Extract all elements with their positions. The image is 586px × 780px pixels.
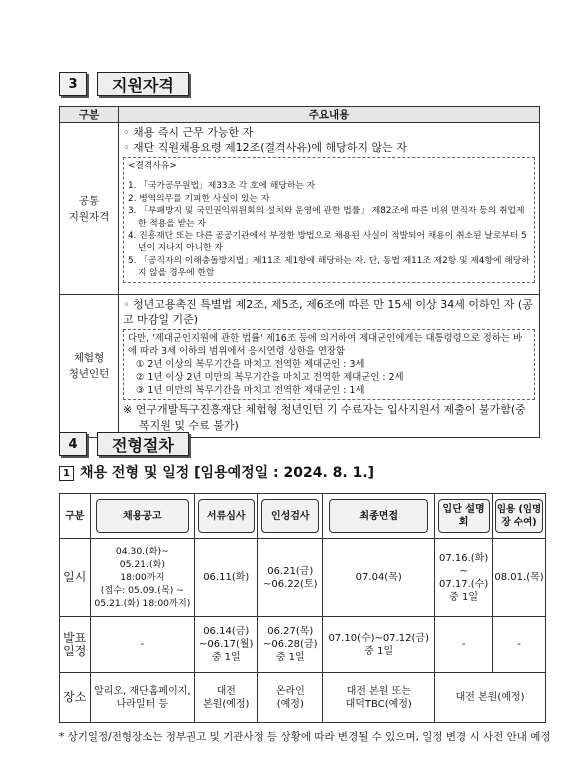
- section-title: 지원자격: [97, 72, 189, 96]
- table-cell: 06.14(금) ~06.17(월) 중 1일: [195, 617, 258, 673]
- table-row-general: [60, 123, 540, 295]
- veteran-box: 다만, '제대군인지원에 관한 법률' 제16조 등에 의거하여 제대군인에게는 대통령령으로 정하는 바에 따라 3세 이하의 범위에서 응시연령 상한을 연장함 ① 2년 이상의 복무기간을 마치고 전역한 제대군인 : 3세 ② 1년 이상 2년 미만의 복무기간을 마치고 전역한 제대군인 : 2세 ③ 1년 미만의 복무기간을 마치고 전역한 제대군인 : 1세: [123, 329, 535, 400]
- list-item: 1. 「국가공무원법」제33조 각 호에 해당하는 자: [128, 181, 316, 192]
- header-content: 주요내용: [119, 107, 540, 123]
- row-label: 장소: [60, 673, 91, 723]
- list-item: 2. 병역의무를 기피한 사실이 있는 자: [128, 193, 270, 204]
- section-3-header: [59, 72, 189, 96]
- table-cell: -: [435, 617, 493, 673]
- header-cell: 최종면접: [323, 494, 435, 539]
- header-cell: 서류심사: [195, 494, 258, 539]
- category-intern: 체험형 청년인턴: [60, 295, 119, 438]
- table-cell: 알리오, 재단홈페이지, 나라일터 등: [90, 673, 195, 723]
- list-item: 4. 진흥재단 또는 다른 공공기관에서 부정한 방법으로 채용된 사실이 적발되어 채용이 취소된 날로부터 5년이 지나지 아니한 자: [128, 231, 527, 254]
- table-row: [60, 617, 546, 673]
- header-cell: 입단 설명회: [435, 494, 493, 539]
- table-cell: 대전 본원 또는 대덕TBC(예정): [323, 673, 435, 723]
- header-cell: 임용 (임명장 수여): [493, 494, 546, 539]
- section-number: 3: [59, 72, 87, 96]
- table-cell: -: [90, 617, 195, 673]
- schedule-table: [59, 493, 546, 723]
- table-cell: -: [493, 617, 546, 673]
- table-row-intern: [60, 295, 540, 438]
- table-cell: 06.11(화): [195, 539, 258, 617]
- row-label: 일시: [60, 539, 91, 617]
- header-cell: 인성검사: [258, 494, 323, 539]
- content-general: [119, 123, 540, 295]
- intern-note: ※ 연구개발특구진흥재단 체험형 청년인턴 기 수료자는 입사지원서 제출이 불가함(중복지원 및 수료 불가): [123, 403, 526, 432]
- table-cell: 07.16.(화) ~ 07.17.(수) 중 1일: [435, 539, 493, 617]
- table-cell: 대전 본원(예정): [435, 673, 546, 723]
- section-4-header: [59, 432, 189, 456]
- content-intern: [119, 295, 540, 438]
- table-row: [60, 539, 546, 617]
- section-title: 전형절차: [97, 432, 189, 456]
- header-cell: 구분: [60, 494, 91, 539]
- bullet-item: ◦ 채용 즉시 근무 가능한 자: [123, 126, 254, 139]
- schedule-title: 1 채용 전형 및 일정 [임용예정일 : 2024. 8. 1.]: [59, 462, 374, 482]
- table-cell: 06.21(금) ~06.22(토): [258, 539, 323, 617]
- table-row: [60, 673, 546, 723]
- list-item: 3. 「부패방지 및 국민권익위원회의 설치와 운영에 관한 법률」 제82조에 따른 비위 면직자 등의 취업제한 적용을 받는 자: [128, 206, 525, 229]
- row-label: 발표 일정: [60, 617, 91, 673]
- bullet-item: ◦ 재단 직원채용요령 제12조(결격사유)에 해당하지 않는 자: [123, 141, 407, 154]
- item-number-box: 1: [59, 466, 74, 481]
- table-cell: 온라인 (예정): [258, 673, 323, 723]
- table-cell: 07.10(수)~07.12(금) 중 1일: [323, 617, 435, 673]
- header-category: 구분: [60, 107, 119, 123]
- category-general: 공통 지원자격: [60, 123, 119, 295]
- table-header-row: [60, 107, 540, 123]
- qualification-table: [59, 106, 540, 438]
- table-cell: 04.30.(화)~ 05.21.(화) 18:00까지 (접수: 05.09.(목) ~ 05.21.(화) 18:00까지): [90, 539, 195, 617]
- header-cell: 채용공고: [90, 494, 195, 539]
- disqualification-box: <결격사유> 1. 「국가공무원법」제33조 각 호에 해당하는 자 2. 병역의무를 기피한 사실이 있는 자 3. 「부패방지 및 국민권익위원회의 설치와 운영에 관한 법률」 제82조에 따른 비위 면직자 등의 취업제한 적용을 받는 자 4. 진흥재단 또는 다른 공공기관에서 부정한 방법으로 채용된 사실이 적발되어 채용이 취소된 날로부터 5년이 지나지 아니한 자 5. 「공직자의 이해충돌방지법」제11조 제1항에 해당하는 자. 단, 동법 제11조 제2항 및 제4항에 해당하지 않을 경우에 한함: [123, 157, 535, 283]
- list-item: 5. 「공직자의 이해충돌방지법」제11조 제1항에 해당하는 자. 단, 동법 제11조 제2항 및 제4항에 해당하지 않을 경우에 한함: [128, 255, 530, 279]
- table-cell: 06.27(목) ~06.28(금) 중 1일: [258, 617, 323, 673]
- section-number: 4: [59, 432, 87, 456]
- schedule-header-row: [60, 494, 546, 539]
- table-cell: 08.01.(목): [493, 539, 546, 617]
- bullet-item: ◦ 청년고용촉진 특별법 제2조, 제5조, 제6조에 따른 만 15세 이상 34세 이하인 자 (공고 마감일 기준): [123, 298, 533, 326]
- schedule-note: * 상기일정/전형장소는 정부권고 및 기관사정 등 상황에 따라 변경될 수 있으며, 일정 변경 시 사전 안내 예정: [59, 731, 551, 743]
- table-cell: 대전 본원(예정): [195, 673, 258, 723]
- table-cell: 07.04(목): [323, 539, 435, 617]
